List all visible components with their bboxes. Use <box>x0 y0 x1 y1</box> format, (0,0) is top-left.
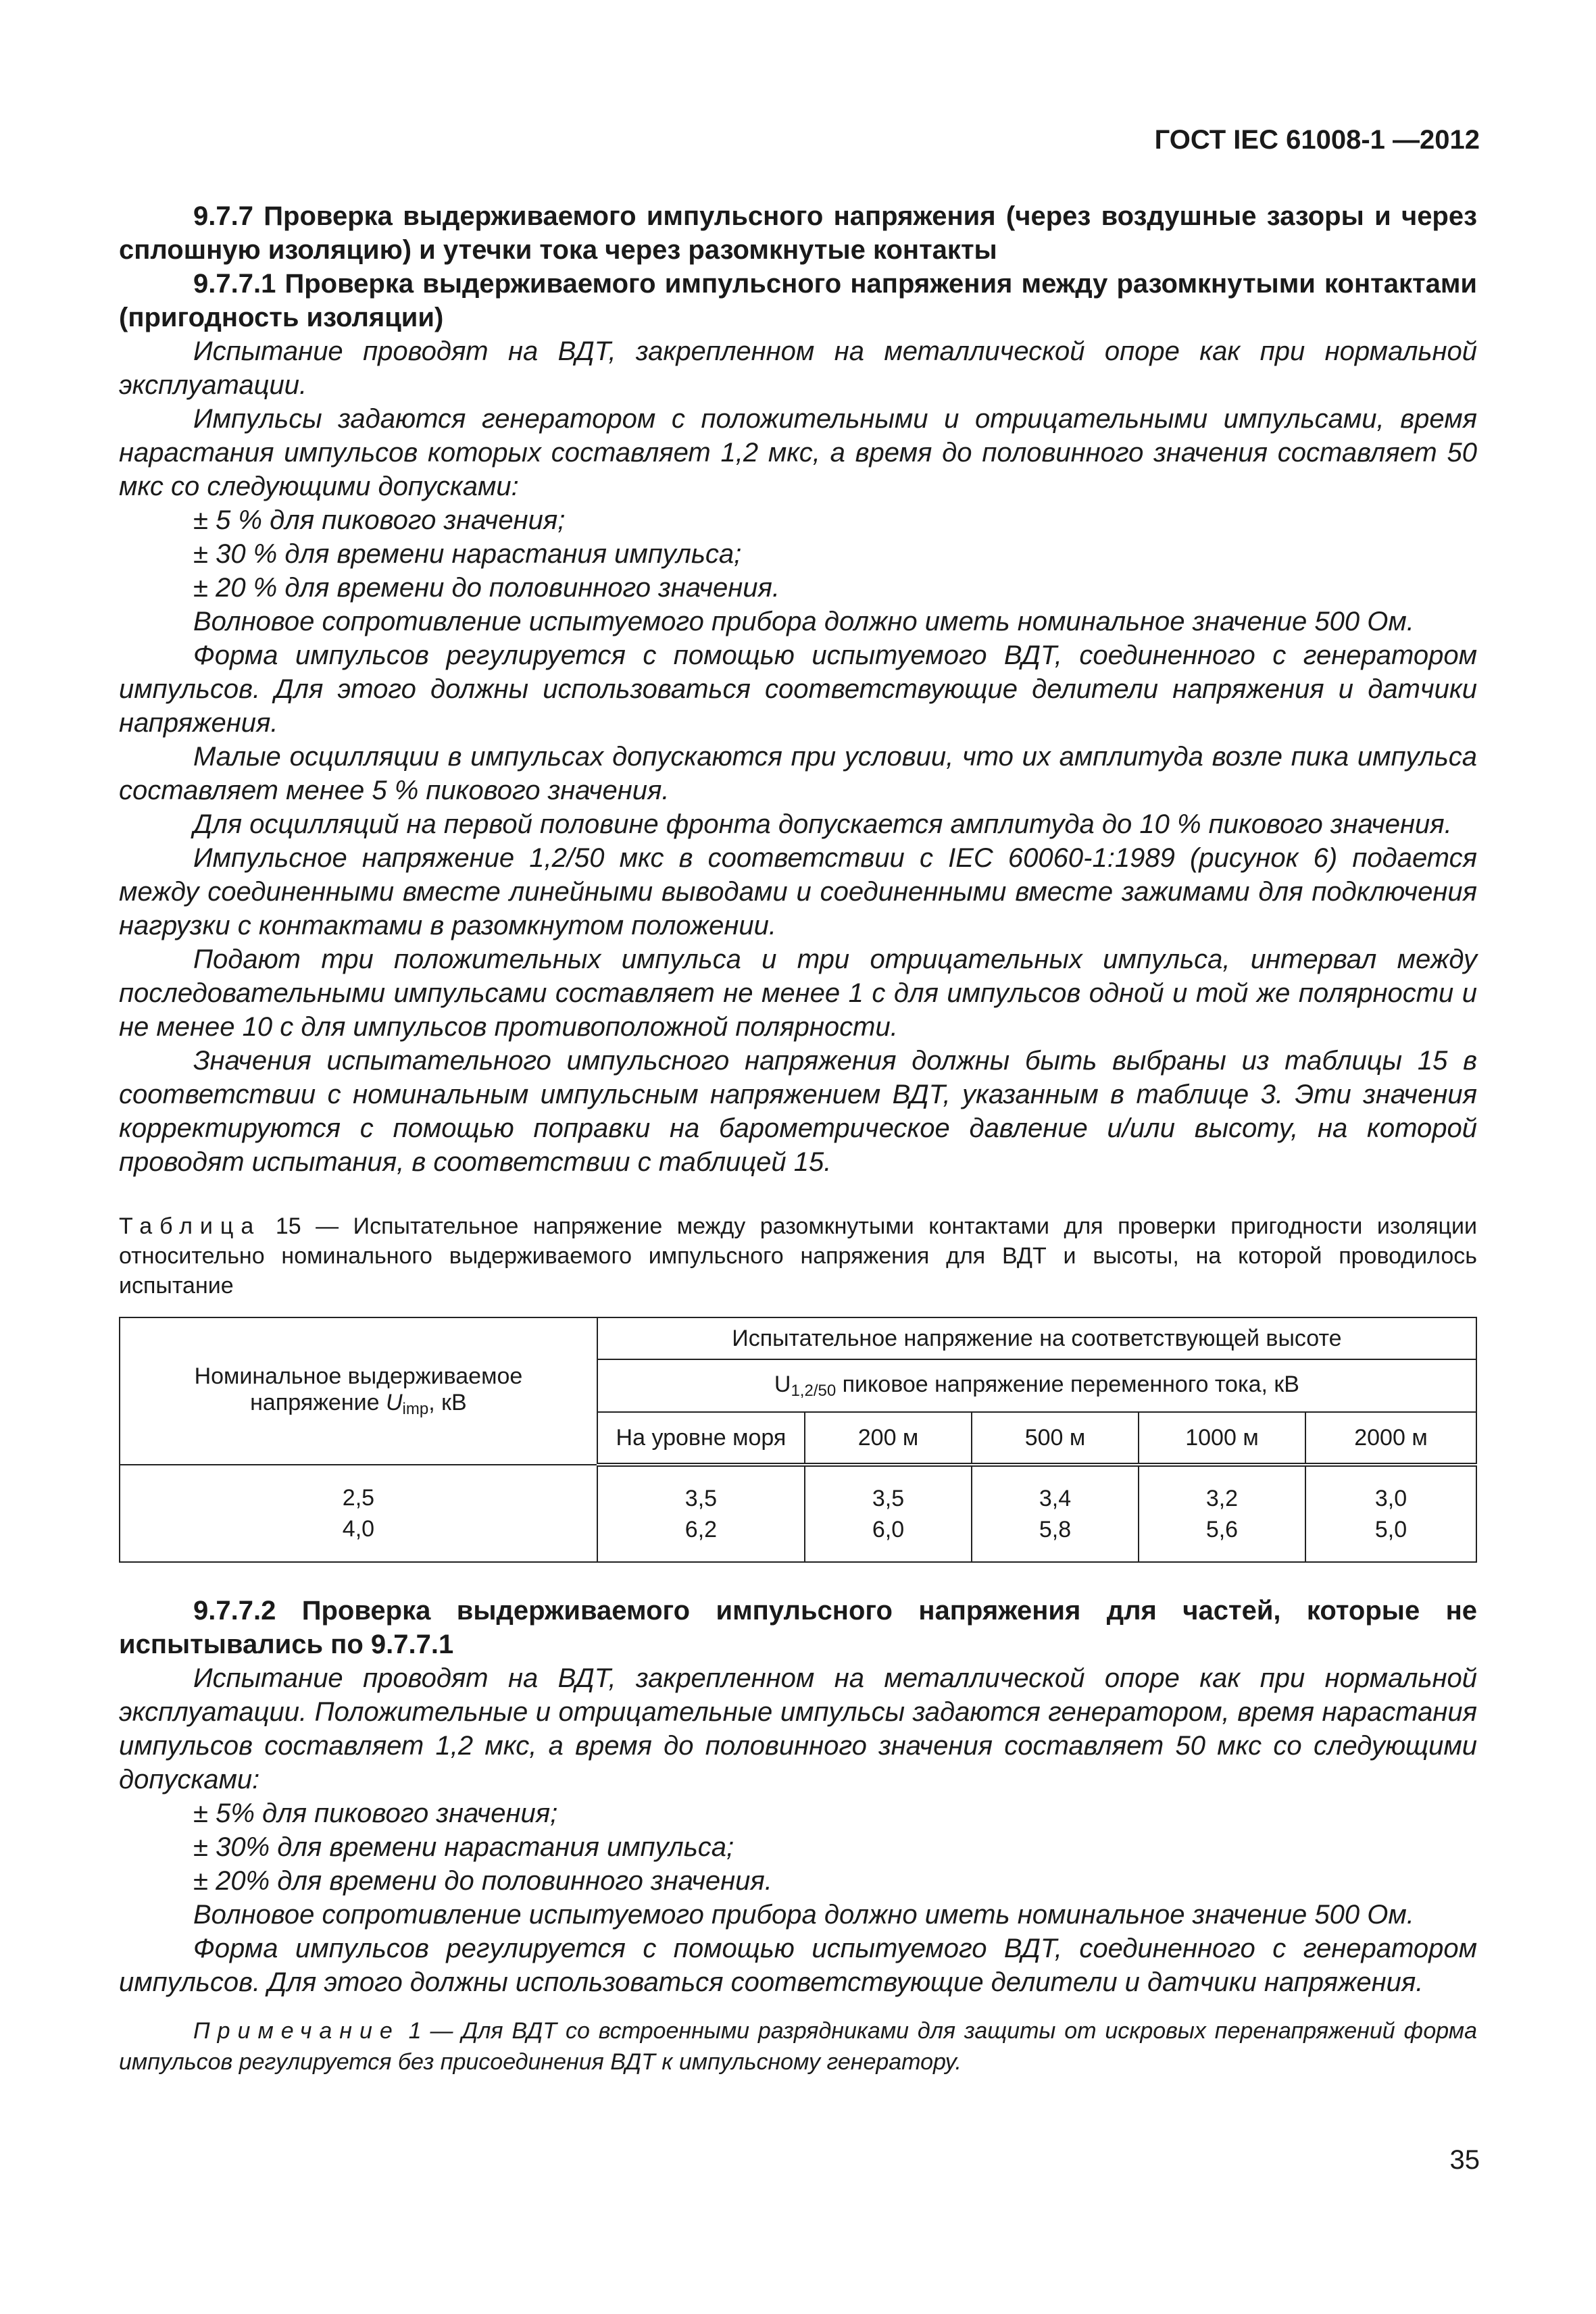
paragraph: Подают три положительных импульса и три отрицательных импульса, интервал между последовательными импульсами составляет не менее 1 с для импульсов одной и той же полярности и не менее 10 с для импульсов противоположной полярности. <box>119 945 1477 1042</box>
paragraph: Значения испытательного импульсного напряжения должны быть выбраны из таблицы 15 в соответствии с номинальным импульсным напряжением ВДТ, указанным в таблице 3. Эти значения корректируются с помощью поправки на барометрическое давление и/или высоту, на которой проводят испытания, в соответствии с таблицей 15. <box>119 1046 1477 1177</box>
page-content <box>119 199 1477 2078</box>
note-label: Примечание <box>193 2018 400 2044</box>
paragraph: Волновое сопротивление испытуемого прибора должно иметь номинальное значение 500 Ом. <box>193 1900 1414 1930</box>
heading-9-7-7-2: 9.7.7.2 Проверка выдерживаемого импульсного напряжения для частей, которые не испытывались по 9.7.7.1 <box>119 1596 1477 1659</box>
table-label: Таблица <box>119 1213 261 1239</box>
note <box>119 2015 1477 2078</box>
altitude-header: 1000 м <box>1139 1412 1305 1465</box>
tolerance-item: ± 20 % для времени до половинного значения. <box>193 573 780 603</box>
table-cell: 3,4 5,8 <box>972 1465 1139 1562</box>
paragraph: Испытание проводят на ВДТ, закрепленном на металлической опоре как при нормальной эксплуатации. Положительные и отрицательные импульсы задаются генератором, время нарастания импульсов составляет 1,2 мкс, а время до половинного значения составляет 50 мкс со следующими допусками: <box>119 1663 1477 1794</box>
note-text: 1 — Для ВДТ со встроенными разрядниками для защиты от искровых перенапряжений форма импульсов регулируется без присоединения ВДТ к импульсному генератору. <box>119 2018 1477 2075</box>
paragraph: Форма импульсов регулируется с помощью испытуемого ВДТ, соединенного с генератором импульсов. Для этого должны использоваться соответствующие делители напряжения и датчики напряжения. <box>119 640 1477 738</box>
tolerance-item: ± 5 % для пикового значения; <box>193 505 566 535</box>
paragraph: Для осцилляций на первой половине фронта допускается амплитуда до 10 % пикового значения. <box>193 809 1452 839</box>
heading-9-7-7: 9.7.7 Проверка выдерживаемого импульсного напряжения (через воздушные зазоры и через сплошную изоляцию) и утечки тока через разомкнутые контакты <box>119 201 1477 265</box>
paragraph: Форма импульсов регулируется с помощью испытуемого ВДТ, соединенного с генератором импульсов. Для этого должны использоваться соответствующие делители и датчики напряжения. <box>119 1934 1477 1997</box>
peak-voltage-header: $U_{1,2/50}$ пиковое напряжение переменного тока, кВ <box>597 1359 1476 1412</box>
paragraph: Малые осцилляции в импульсах допускаются при условии, что их амплитуда возле пика импульса составляет менее 5 % пикового значения. <box>119 742 1477 805</box>
paragraph: Испытание проводят на ВДТ, закрепленном на металлической опоре как при нормальной эксплуатации. <box>119 336 1477 400</box>
standard-header: ГОСТ IEC 61008-1 —2012 <box>1154 125 1480 155</box>
table-cell: 3,2 5,6 <box>1139 1465 1305 1562</box>
tolerance-item: ± 30 % для времени нарастания импульса; <box>193 539 742 569</box>
paragraph: Импульсы задаются генератором с положительными и отрицательными импульсами, время нарастания импульсов которых составляет 1,2 мкс, а время до половинного значения составляет 50 мкс со следующими допусками: <box>119 404 1477 501</box>
table-cell: 3,5 6,2 <box>597 1465 805 1562</box>
table-cell: 3,5 6,0 <box>805 1465 972 1562</box>
table-15 <box>119 1317 1477 1563</box>
paragraph: Волновое сопротивление испытуемого прибора должно иметь номинальное значение 500 Ом. <box>193 607 1414 636</box>
altitude-header: 200 м <box>805 1412 972 1465</box>
tolerance-item: ± 30% для времени нарастания импульса; <box>193 1832 734 1862</box>
tolerance-item: ± 5% для пикового значения; <box>193 1799 558 1828</box>
altitude-header: На уровне моря <box>597 1412 805 1465</box>
altitude-header: 500 м <box>972 1412 1139 1465</box>
table-caption-text: 15 — Испытательное напряжение между разомкнутыми контактами для проверки пригодности изоляции относительно номинального выдерживаемого импульсного напряжения для ВДТ и высоты, на которой проводилось испытание <box>119 1213 1477 1299</box>
rated-voltage-header: Номинальное выдерживаемое напряжение $U_{imp}$, кВ <box>120 1317 597 1465</box>
heading-9-7-7-1: 9.7.7.1 Проверка выдерживаемого импульсного напряжения между разомкнутыми контактами (пригодность изоляции) <box>119 269 1477 332</box>
paragraph: Импульсное напряжение 1,2/50 мкс в соответствии с IEC 60060-1:1989 (рисунок 6) подается между соединенными вместе линейными выводами и соединенными вместе зажимами для подключения нагрузки с контактами в разомкнутом положении. <box>119 843 1477 940</box>
table-caption <box>119 1211 1477 1301</box>
section-9-7-7-2 <box>119 1594 1477 2078</box>
table-cell: 2,5 4,0 <box>120 1465 597 1562</box>
tolerance-item: ± 20% для времени до половинного значения. <box>193 1866 772 1896</box>
page-number: 35 <box>1449 2145 1480 2175</box>
table-cell: 3,0 5,0 <box>1305 1465 1476 1562</box>
test-voltage-header: Испытательное напряжение на соответствующей высоте <box>597 1317 1476 1359</box>
altitude-header: 2000 м <box>1305 1412 1476 1465</box>
